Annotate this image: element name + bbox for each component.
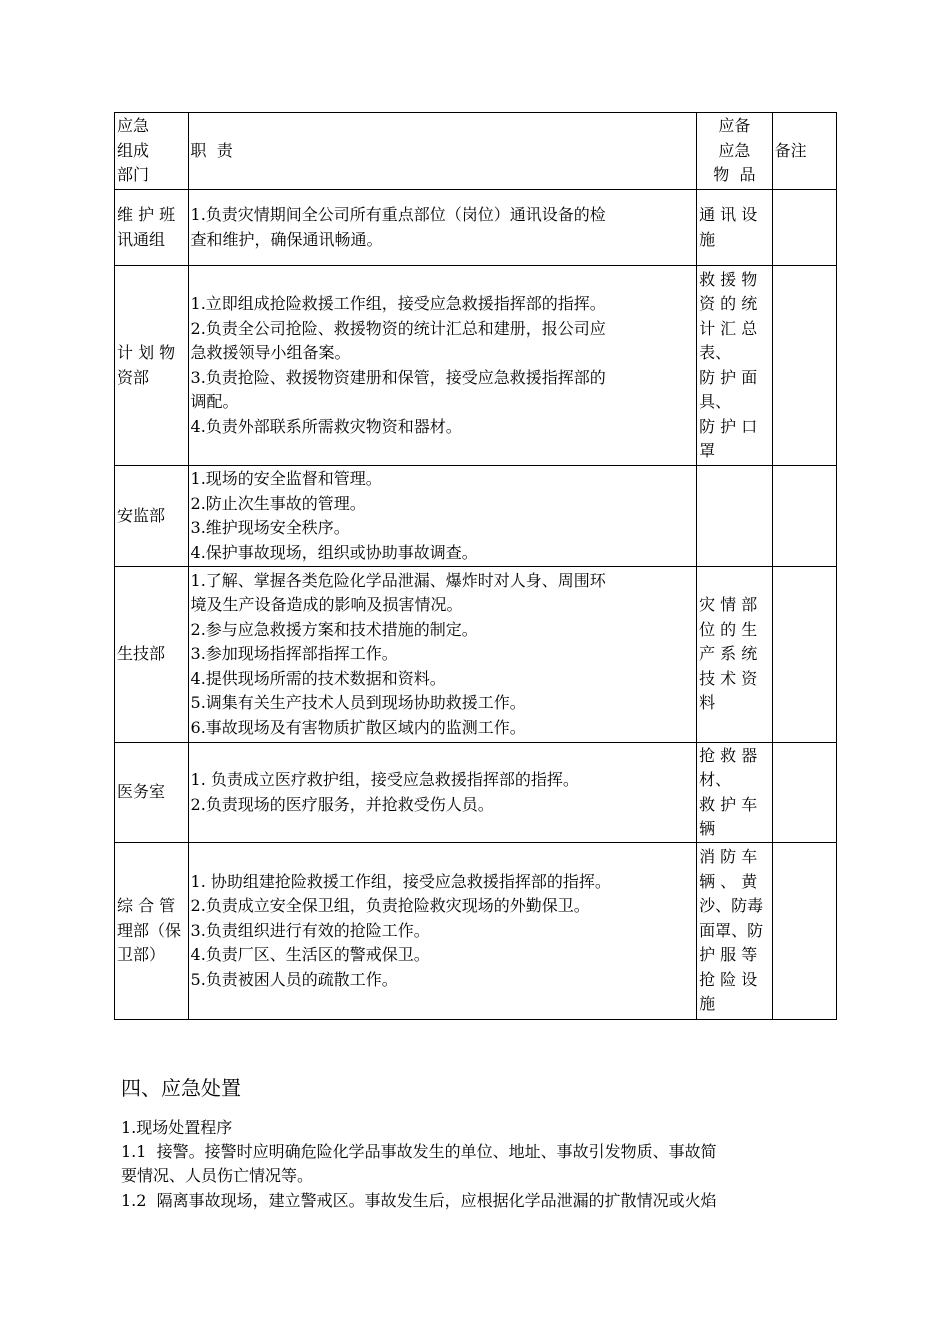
dept-cell: [115, 190, 189, 266]
supplies-cell-line: 面罩、防: [699, 920, 764, 940]
duty-cell-line: 1.负责灾情期间全公司所有重点部位（岗位）通讯设备的检: [190, 205, 606, 224]
paragraph-line: 1.1 接警。接警时应明确危险化学品事故发生的单位、地址、事故引发物质、事故简: [121, 1142, 717, 1161]
duty-cell-line: 2.负责现场的医疗服务，并抢救受伤人员。: [190, 794, 494, 814]
table-row: [115, 743, 837, 843]
supplies-cell-line: 施: [699, 229, 716, 249]
header-dept-line: 部门: [117, 165, 150, 185]
header-duty-cell: [188, 113, 697, 190]
header-dept-line: 组成: [117, 140, 150, 160]
notes-cell: [772, 266, 836, 466]
notes-cell: [772, 190, 836, 266]
duty-cell: [188, 567, 697, 743]
paragraph-1-1: [121, 1140, 831, 1188]
duty-cell-line: 1.了解、掌握各类危险化学品泄漏、爆炸时对人身、周围环: [190, 570, 606, 590]
paragraph-1-2: [121, 1189, 831, 1213]
dept-cell-line: 维 护 班: [117, 205, 176, 224]
table-row: [115, 843, 837, 1020]
dept-cell: [115, 567, 189, 743]
duty-cell-line: 境及生产设备造成的影响及损害情况。: [190, 595, 463, 615]
header-supplies-line: 应备: [718, 116, 751, 136]
table-row: [115, 466, 837, 567]
dept-cell-line: 卫部）: [117, 945, 166, 965]
duty-cell-line: 4.负责厂区、生活区的警戒保卫。: [190, 945, 430, 965]
header-duty-label: 职 责: [190, 140, 233, 160]
header-dept-line: 应急: [117, 116, 150, 136]
duty-cell: [188, 466, 697, 567]
supplies-cell: [697, 567, 773, 743]
supplies-cell-line: 罩: [699, 441, 716, 460]
subheading: [121, 1116, 831, 1140]
dept-cell-line: 安监部: [117, 505, 166, 525]
table-row: [115, 266, 837, 466]
duty-cell-line: 5.调集有关生产技术人员到现场协助救援工作。: [190, 693, 526, 713]
supplies-cell: [697, 743, 773, 843]
duty-cell: [188, 190, 697, 266]
duty-cell-line: 3.参加现场指挥部指挥工作。: [190, 644, 398, 664]
supplies-cell-line: 产 系 统: [699, 644, 758, 664]
supplies-cell-line: 施: [699, 994, 716, 1014]
dept-cell-line: 资部: [117, 367, 150, 387]
supplies-cell-line: 通 讯 设: [699, 205, 758, 224]
duty-cell-line: 4.保护事故现场，组织或协助事故调查。: [190, 542, 478, 562]
supplies-cell-line: 表、: [699, 343, 732, 362]
duty-cell-line: 4.提供现场所需的技术数据和资料。: [190, 668, 446, 688]
table-row: [115, 190, 837, 266]
supplies-cell-line: 具、: [699, 392, 732, 411]
header-supplies-line: 应急: [718, 140, 751, 160]
duty-cell-line: 2.防止次生事故的管理。: [190, 493, 366, 513]
responsibility-table: [114, 112, 837, 1020]
supplies-cell-line: 资 的 统: [699, 294, 758, 313]
duty-cell-line: 1. 协助组建抢险救援工作组，接受应急救援指挥部的指挥。: [190, 871, 611, 891]
duty-cell-line: 调配。: [190, 392, 239, 411]
duty-cell-line: 5.负责被困人员的疏散工作。: [190, 969, 398, 989]
supplies-cell: [697, 190, 773, 266]
dept-cell-line: 生技部: [117, 644, 166, 664]
dept-cell: [115, 743, 189, 843]
duty-cell-line: 查和维护，确保通讯畅通。: [190, 229, 383, 249]
supplies-cell-line: 辆 、 黄: [699, 871, 758, 891]
duty-cell-line: 2.负责全公司抢险、救援物资的统计汇总和建册，报公司应: [190, 318, 606, 338]
supplies-cell-line: 位 的 生: [699, 619, 758, 639]
supplies-cell-line: 料: [699, 693, 716, 713]
header-notes-label: 备注: [774, 140, 807, 160]
supplies-cell: [697, 266, 773, 466]
duty-cell-line: 2.负责成立安全保卫组，负责抢险救灾现场的外勤保卫。: [190, 896, 590, 916]
supplies-cell: [697, 466, 773, 567]
notes-cell: [772, 843, 836, 1020]
duty-cell-line: 1.现场的安全监督和管理。: [190, 469, 382, 488]
supplies-cell-line: 救 护 车: [699, 794, 758, 814]
subheading-text: 1.现场处置程序: [121, 1118, 233, 1137]
header-notes-cell: [772, 113, 836, 190]
paragraph-line: 要情况、人员伤亡情况等。: [121, 1166, 314, 1185]
supplies-cell-line: 防 护 面: [699, 367, 758, 387]
duty-cell-line: 急救援领导小组备案。: [190, 343, 351, 362]
table-header-row: [115, 113, 837, 190]
supplies-cell-line: 技 术 资: [699, 668, 758, 688]
header-supplies-line: 物 品: [713, 165, 756, 185]
duty-cell: [188, 843, 697, 1020]
dept-cell-line: 综 合 管: [117, 896, 176, 916]
duty-cell-line: 3.维护现场安全秩序。: [190, 518, 350, 537]
dept-cell-line: 理部（保: [117, 920, 182, 940]
dept-cell-line: 计 划 物: [117, 343, 176, 362]
duty-cell: [188, 266, 697, 466]
supplies-cell-line: 沙、防毒: [699, 896, 764, 916]
duty-cell-line: 6.事故现场及有害物质扩散区域内的监测工作。: [190, 717, 526, 737]
header-dept-cell: [115, 113, 189, 190]
dept-cell-line: 医务室: [117, 782, 166, 802]
supplies-cell-line: 灾 情 部: [699, 595, 758, 615]
notes-cell: [772, 743, 836, 843]
supplies-cell-line: 抢 险 设: [699, 969, 758, 989]
supplies-cell-line: 辆: [699, 819, 716, 838]
dept-cell: [115, 466, 189, 567]
dept-cell: [115, 266, 189, 466]
supplies-cell-line: 抢 救 器: [699, 745, 758, 765]
dept-cell: [115, 843, 189, 1020]
duty-cell-line: 3.负责抢险、救援物资建册和保管，接受应急救援指挥部的: [190, 367, 606, 387]
duty-cell: [188, 743, 697, 843]
duty-cell-line: 1.立即组成抢险救援工作组，接受应急救援指挥部的指挥。: [190, 294, 606, 313]
duty-cell-line: 2.参与应急救援方案和技术措施的制定。: [190, 619, 478, 639]
dept-cell-line: 讯通组: [117, 229, 166, 249]
supplies-cell-line: 消 防 车: [699, 847, 758, 867]
header-supplies-cell: [697, 113, 773, 190]
notes-cell: [772, 466, 836, 567]
supplies-cell-line: 材、: [699, 770, 732, 789]
table-row: [115, 567, 837, 743]
paragraph-line: 1.2 隔离事故现场，建立警戒区。事故发生后，应根据化学品泄漏的扩散情况或火焰: [121, 1191, 717, 1210]
duty-cell-line: 4.负责外部联系所需救灾物资和器材。: [190, 416, 462, 436]
supplies-cell-line: 计 汇 总: [699, 318, 758, 338]
duty-cell-line: 1. 负责成立医疗救护组，接受应急救援指挥部的指挥。: [190, 770, 579, 789]
supplies-cell-line: 防 护 口: [699, 416, 758, 436]
section-heading: 四、应急处置: [121, 1076, 241, 1100]
supplies-cell-line: 护 服 等: [699, 945, 758, 965]
supplies-cell: [697, 843, 773, 1020]
supplies-cell-line: 救 援 物: [699, 269, 758, 289]
duty-cell-line: 3.负责组织进行有效的抢险工作。: [190, 920, 430, 940]
notes-cell: [772, 567, 836, 743]
